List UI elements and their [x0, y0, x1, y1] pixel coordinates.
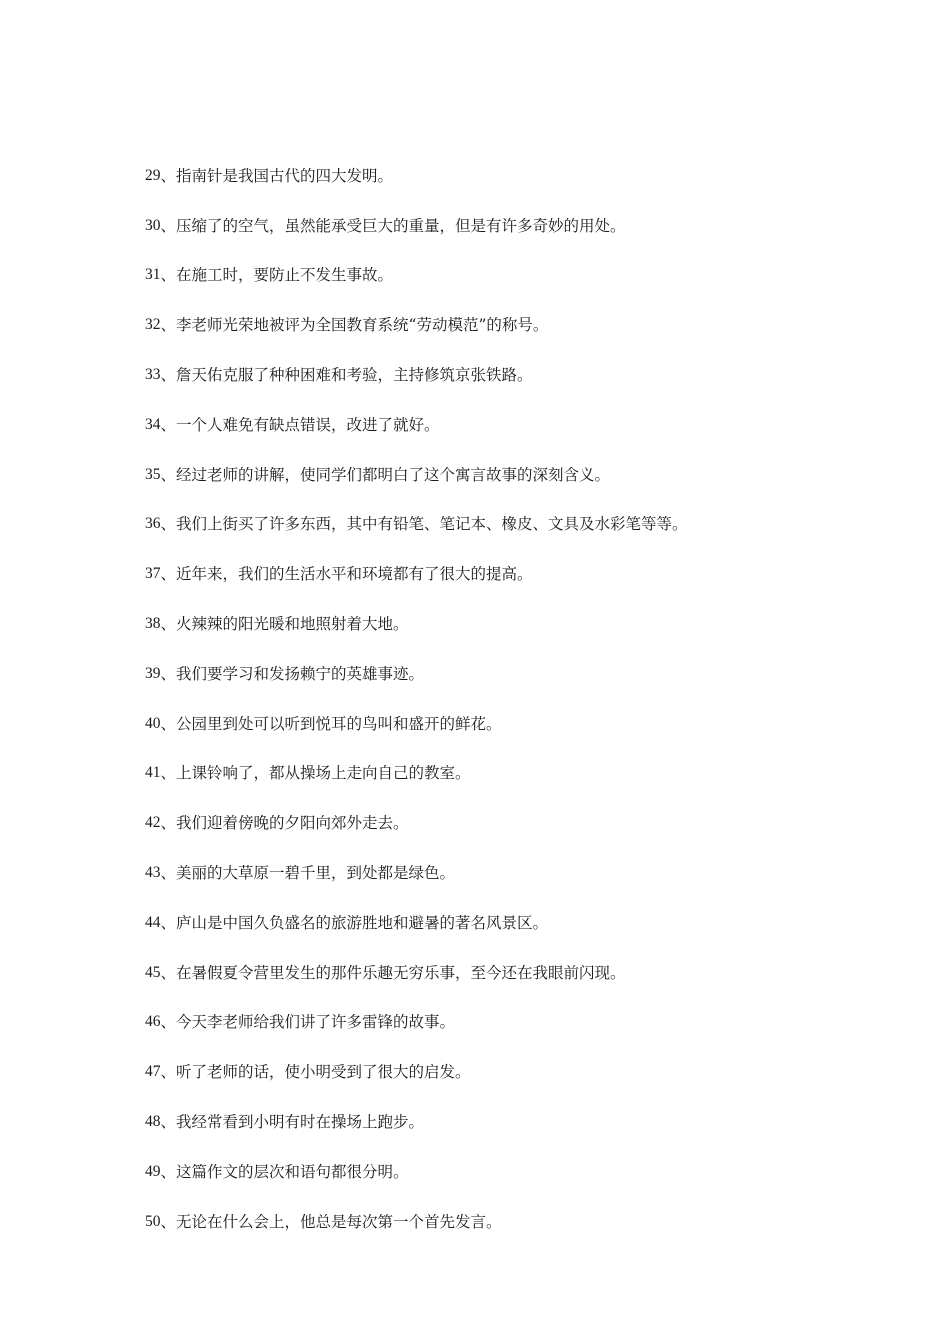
item-separator: 、: [160, 1162, 177, 1181]
item-text: 李老师光荣地被评为全国教育系统“劳动模范”的称号。: [176, 316, 549, 335]
list-item: [145, 649, 905, 699]
item-text: 在暑假夏令营里发生的那件乐趣无穷乐事，至今还在我眼前闪现。: [176, 963, 626, 982]
item-separator: 、: [160, 216, 177, 235]
list-item: [145, 1197, 905, 1247]
item-separator: 、: [160, 764, 177, 783]
list-item: [145, 1097, 905, 1147]
item-number: 42: [145, 814, 161, 832]
item-separator: 、: [160, 1212, 177, 1231]
item-separator: 、: [160, 714, 177, 733]
list-item: [145, 300, 905, 350]
item-number: 32: [145, 316, 161, 334]
item-text: 在施工时，要防止不发生事故。: [176, 266, 394, 285]
item-text: 公园里到处可以听到悦耳的鸟叫和盛开的鲜花。: [176, 714, 502, 733]
list-item: [145, 500, 905, 550]
item-separator: 、: [160, 565, 177, 584]
item-separator: 、: [160, 615, 177, 634]
item-number: 45: [145, 963, 161, 981]
item-number: 43: [145, 864, 161, 882]
item-text: 一个人难免有缺点错误，改进了就好。: [176, 415, 440, 434]
item-text: 美丽的大草原一碧千里，到处都是绿色。: [176, 864, 456, 883]
item-number: 47: [145, 1063, 161, 1081]
item-number: 48: [145, 1113, 161, 1131]
item-text: 今天李老师给我们讲了许多雷锋的故事。: [176, 1013, 456, 1032]
item-separator: 、: [160, 814, 177, 833]
item-text: 庐山是中国久负盛名的旅游胜地和避暑的著名风景区。: [176, 913, 549, 932]
item-text: 我们上街买了许多东西，其中有铅笔、笔记本、橡皮、文具及水彩笔等等。: [176, 515, 688, 534]
item-number: 39: [145, 664, 161, 682]
item-separator: 、: [160, 316, 177, 335]
item-text: 压缩了的空气，虽然能承受巨大的重量，但是有许多奇妙的用处。: [176, 216, 626, 235]
item-text: 詹天佑克服了种种困难和考验，主持修筑京张铁路。: [176, 366, 533, 385]
list-item: [145, 848, 905, 898]
item-separator: 、: [160, 1063, 177, 1082]
item-number: 34: [145, 415, 161, 433]
item-separator: 、: [160, 266, 177, 285]
list-item: [145, 699, 905, 749]
item-text: 我们要学习和发扬赖宁的英雄事迹。: [176, 664, 425, 683]
item-number: 30: [145, 216, 161, 234]
item-number: 40: [145, 714, 161, 732]
item-text: 我们迎着傍晚的夕阳向郊外走去。: [176, 814, 409, 833]
item-separator: 、: [160, 664, 177, 683]
item-text: 近年来，我们的生活水平和环境都有了很大的提高。: [176, 565, 533, 584]
list-item: [145, 251, 905, 301]
item-text: 我经常看到小明有时在操场上跑步。: [176, 1113, 425, 1132]
list-item: [145, 948, 905, 998]
list-item: [145, 1147, 905, 1197]
item-text: 这篇作文的层次和语句都很分明。: [176, 1162, 409, 1181]
list-item: [145, 898, 905, 948]
item-separator: 、: [160, 1013, 177, 1032]
item-separator: 、: [160, 415, 177, 434]
list-item: [145, 1047, 905, 1097]
item-number: 35: [145, 465, 161, 483]
item-text: 听了老师的话，使小明受到了很大的启发。: [176, 1063, 471, 1082]
item-text: 上课铃响了，都从操场上走向自己的教室。: [176, 764, 471, 783]
sentence-list: [145, 151, 905, 1247]
item-number: 33: [145, 366, 161, 384]
item-number: 49: [145, 1162, 161, 1180]
list-item: [145, 151, 905, 201]
item-text: 经过老师的讲解，使同学们都明白了这个寓言故事的深刻含义。: [176, 465, 611, 484]
item-text: 无论在什么会上，他总是每次第一个首先发言。: [176, 1212, 502, 1231]
list-item: [145, 400, 905, 450]
item-number: 37: [145, 565, 161, 583]
list-item: [145, 749, 905, 799]
item-separator: 、: [160, 465, 177, 484]
item-number: 44: [145, 913, 161, 931]
item-separator: 、: [160, 913, 177, 932]
item-text: 火辣辣的阳光暖和地照射着大地。: [176, 615, 409, 634]
list-item: [145, 599, 905, 649]
item-number: 41: [145, 764, 161, 782]
item-number: 31: [145, 266, 161, 284]
list-item: [145, 798, 905, 848]
list-item: [145, 549, 905, 599]
item-separator: 、: [160, 366, 177, 385]
list-item: [145, 998, 905, 1048]
item-text: 指南针是我国古代的四大发明。: [176, 166, 394, 185]
item-separator: 、: [160, 1113, 177, 1132]
item-number: 36: [145, 515, 161, 533]
item-number: 38: [145, 615, 161, 633]
item-number: 50: [145, 1212, 161, 1230]
item-separator: 、: [160, 515, 177, 534]
item-separator: 、: [160, 864, 177, 883]
list-item: [145, 350, 905, 400]
list-item: [145, 201, 905, 251]
item-separator: 、: [160, 166, 177, 185]
list-item: [145, 450, 905, 500]
item-separator: 、: [160, 963, 177, 982]
item-number: 46: [145, 1013, 161, 1031]
item-number: 29: [145, 166, 161, 184]
